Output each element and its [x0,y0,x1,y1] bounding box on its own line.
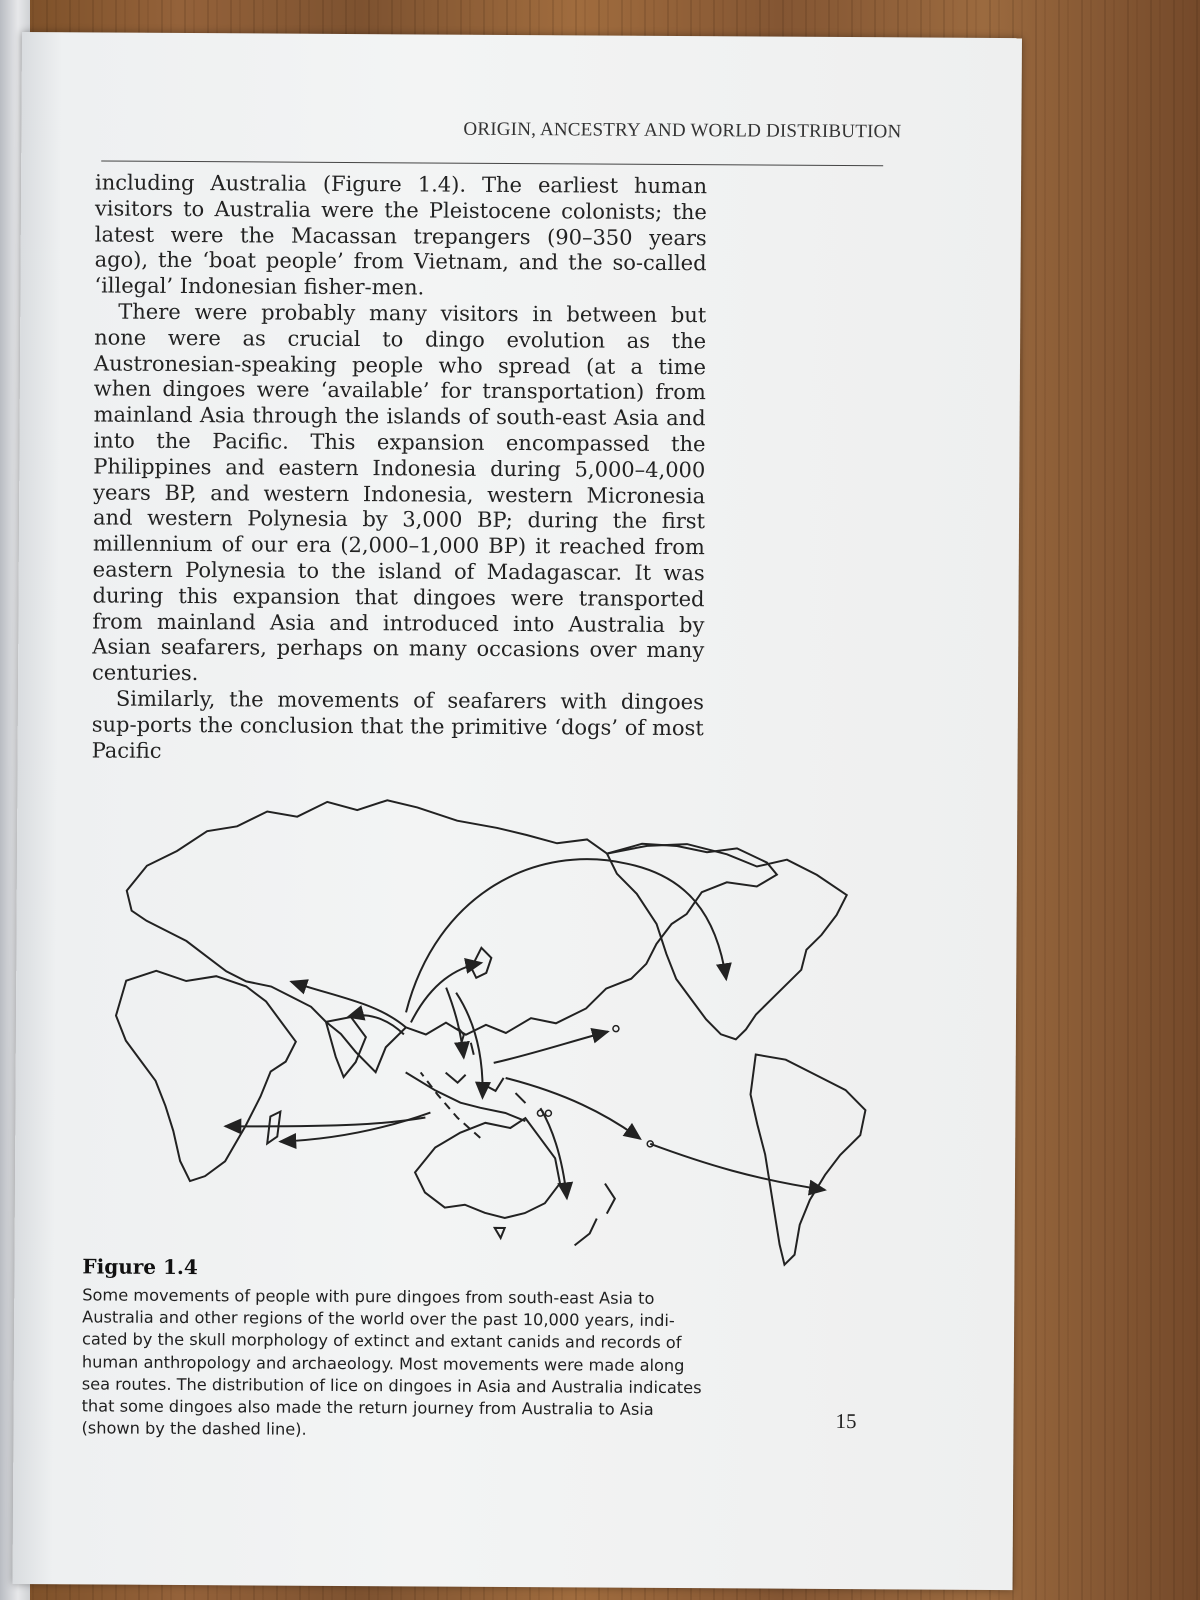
route-arrow-to-new-zealand [540,1108,568,1198]
madagascar-outline [267,1112,280,1144]
book-page [13,32,1022,1590]
tasmania-outline [495,1228,505,1238]
new-zealand-outline [575,1183,615,1245]
route-arrow-to-east-africa [225,1116,425,1127]
north-america-outline [606,844,847,1040]
pacific-island [545,1110,551,1116]
body-text [92,170,708,767]
paragraph-1: including Australia (Figure 1.4). The earliest human visitors to Australia were the Pleistocene colonists; the latest were the Macassan trepangers (90–350 years ago), the ‘boat people’ from Vietnam, and the so-called ‘illegal’ Indonesian fisher-men. [94,170,708,300]
australia-outline [415,1117,561,1218]
world-map-figure [84,770,887,1275]
eurasia-outline [126,799,778,1075]
route-arrow-to-north-america [406,858,727,1014]
paragraph-3: Similarly, the movements of seafarers with dingoes sup-ports the conclusion that the primitive ‘dogs’ of most Pacific [91,686,704,763]
world-map-svg [84,770,887,1275]
route-arrow-to-japan [411,962,481,1022]
indonesia-outline [405,1072,525,1121]
page-number: 15 [835,1408,857,1434]
route-arrow-to-pacific [494,1031,608,1064]
africa-outline [115,971,296,1182]
header-rule [101,160,883,166]
south-america-outline [749,1054,865,1265]
pacific-island [613,1026,619,1032]
paragraph-2: There were probably many visitors in between but none were as crucial to dingo evolution as the Austronesian-speaking people who spread (at a time when dingoes were ‘available’ for transportation) from mainland Asia through the islands of south-east Asia and into the Pacific. This expansion encompassed the Philippines and eastern Indonesia during 5,000–4,000 years BP, and western Indonesia, western Micronesia and western Polynesia by 3,000 BP; during the first millennium of our era (2,000–1,000 BP) it reached from eastern Polynesia to the island of Madagascar. It was during this expansion that dingoes were transported from mainland Asia and introduced into Australia by Asian seafarers, perhaps on many occasions over many centuries. [92,299,707,686]
route-arrow-to-philippines [446,988,464,1058]
figure-caption: Some movements of people with pure dingoes from south-east Asia to Australia and other regions of the world over the past 10,000 years, indi-cated by the skull morphology of extinct and extant canids and records of human anthropology and archaeology. Most movements were made along sea routes. The distribution of lice on dingoes in Asia and Australia indicates that some dingoes also made the return journey from Australia to Asia (shown by the dashed line). [81,1285,702,1439]
figure-title: Figure 1.4 [82,1254,198,1280]
route-arrow-to-polynesia [505,1078,640,1139]
running-head: ORIGIN, ANCESTRY AND WORLD DISTRIBUTION [463,118,902,143]
route-arrow-to-south-america [650,1144,825,1190]
